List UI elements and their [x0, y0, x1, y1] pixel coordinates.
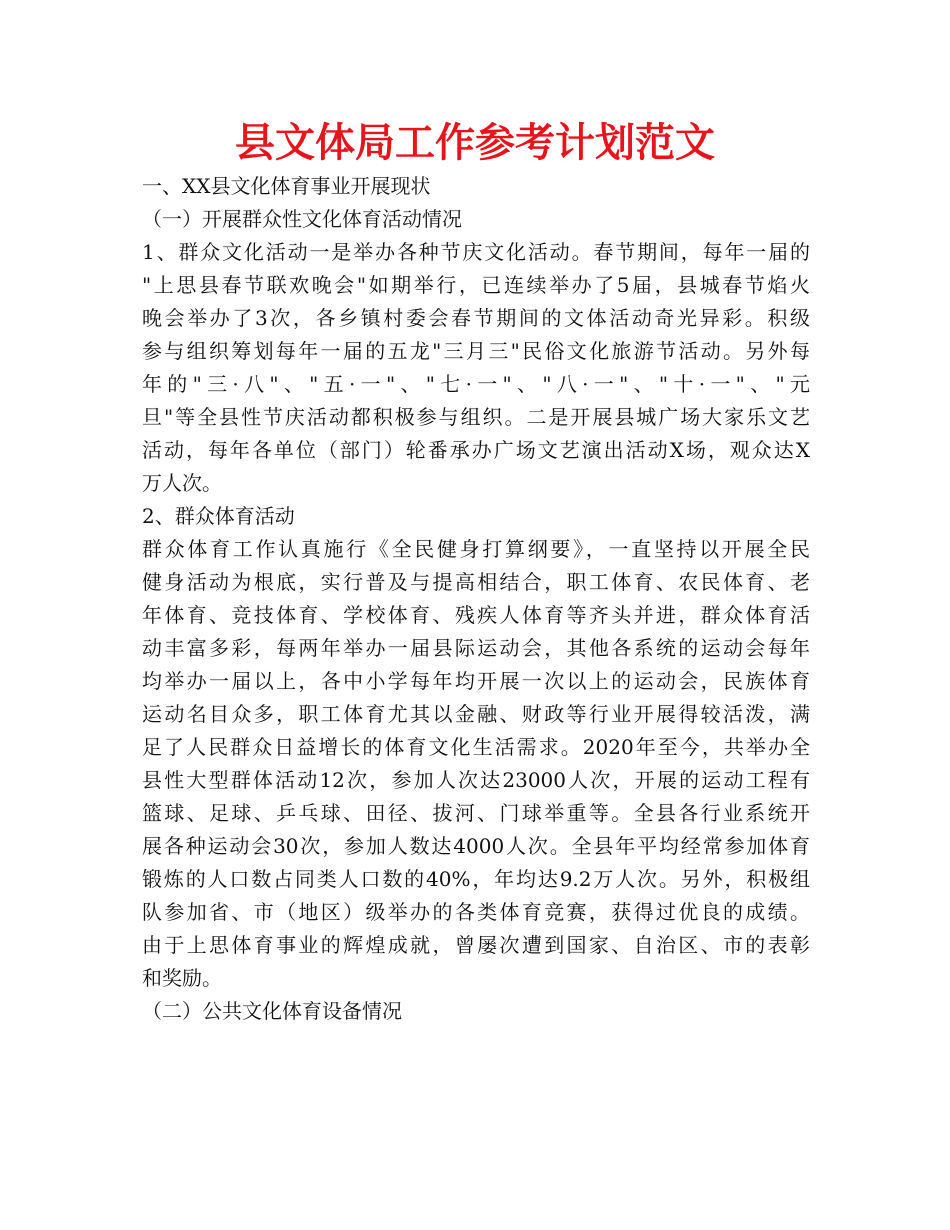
paragraph-line: 健身活动为根底，实行普及与提高相结合，职工体育、农民体育、老: [142, 570, 810, 594]
paragraph-line: 参与组织筹划每年一届的五龙"三月三"民俗文化旅游节活动。另外每: [142, 339, 810, 363]
document-body: [142, 170, 810, 1028]
document-title: 县文体局工作参考计划范文: [235, 120, 715, 166]
section-heading: 一、XX县文化体育事业开展现状: [142, 174, 431, 198]
paragraph-line: 1、群众文化活动一是举办各种节庆文化活动。春节期间，每年一届的: [142, 240, 810, 264]
subsection-heading: （一）开展群众性文化体育活动情况: [142, 207, 462, 231]
paragraph-line: 活动，每年各单位（部门）轮番承办广场文艺演出活动X场，观众达X: [142, 438, 810, 462]
paragraph-line: 万人次。: [142, 471, 222, 495]
subsection-heading: （二）公共文化体育设备情况: [142, 999, 402, 1023]
paragraph-line: 旦"等全县性节庆活动都积极参与组织。二是开展县城广场大家乐文艺: [142, 405, 810, 429]
paragraph-line: 足了人民群众日益增长的体育文化生活需求。2020年至今，共举办全: [142, 735, 810, 759]
paragraph-line: 运动名目众多，职工体育尤其以金融、财政等行业开展得较活泼，满: [142, 702, 810, 726]
paragraph-line: 晚会举办了3次，各乡镇村委会春节期间的文体活动奇光异彩。积级: [142, 306, 810, 330]
paragraph-line: 队参加省、市（地区）级举办的各类体育竞赛，获得过优良的成绩。: [142, 900, 810, 924]
paragraph-line: 由于上思体育事业的辉煌成就，曾屡次遭到国家、自治区、市的表彰: [142, 933, 810, 957]
paragraph-line: 展各种运动会30次，参加人数达4000人次。全县年平均经常参加体育: [142, 834, 810, 858]
paragraph-line: 动丰富多彩，每两年举办一届县际运动会，其他各系统的运动会每年: [142, 636, 810, 660]
paragraph-line: 群众体育工作认真施行《全民健身打算纲要》，一直坚持以开展全民: [142, 537, 810, 561]
paragraph-line: 篮球、足球、乒乓球、田径、拔河、门球举重等。全县各行业系统开: [142, 801, 810, 825]
paragraph-line: "上思县春节联欢晚会"如期举行，已连续举办了5届，县城春节焰火: [142, 273, 810, 297]
subsection-heading: 2、群众体育活动: [142, 504, 295, 528]
paragraph-line: 均举办一届以上，各中小学每年均开展一次以上的运动会，民族体育: [142, 669, 810, 693]
paragraph-line: 年体育、竞技体育、学校体育、残疾人体育等齐头并进，群众体育活: [142, 603, 810, 627]
paragraph-line: 锻炼的人口数占同类人口数的40%，年均达9.2万人次。另外，积极组: [142, 867, 810, 891]
paragraph-line: 县性大型群体活动12次，参加人次达23000人次，开展的运动工程有: [142, 768, 810, 792]
paragraph-line: 年的"三·八"、"五·一"、"七·一"、"八·一"、"十·一"、"元: [142, 372, 810, 396]
paragraph-line: 和奖励。: [142, 966, 222, 990]
